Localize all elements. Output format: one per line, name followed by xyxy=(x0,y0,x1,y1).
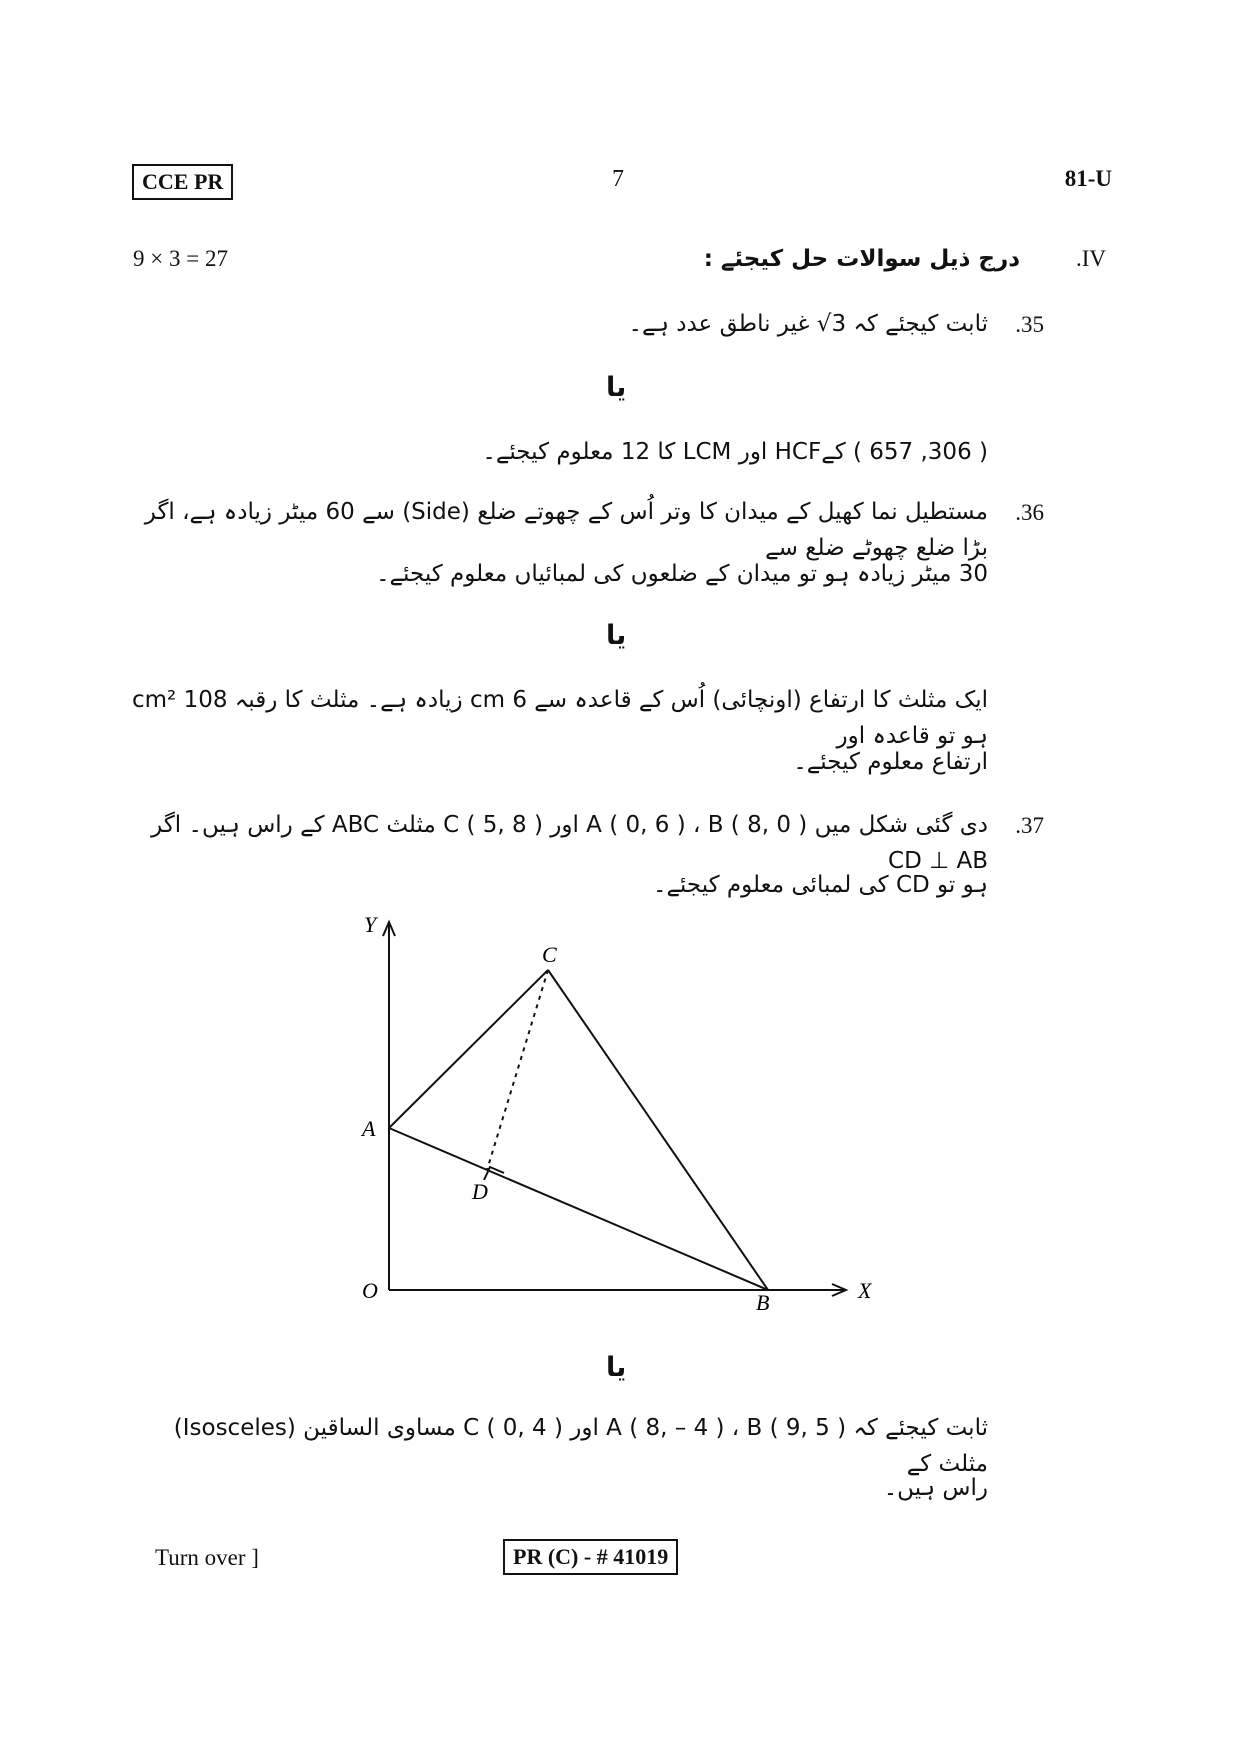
label-d: D xyxy=(472,1179,488,1204)
q35-number: .35 xyxy=(1015,312,1044,337)
section-marks: 9 × 3 = 27 xyxy=(133,246,228,271)
turn-over-note: Turn over ] xyxy=(155,1545,259,1570)
label-c: C xyxy=(542,942,557,967)
q35-or: یا xyxy=(606,372,627,403)
q37-line-1: دی گئی شکل میں A ( 0, 6 ) ، B ( 8, 0 ) اور C ( 5, 8 ) مثلث ABC کے راس ہیں۔ اگر CD ⊥ AB xyxy=(151,812,988,874)
q36-or: یا xyxy=(606,620,627,651)
paper-code: 81-U xyxy=(1064,166,1112,191)
q35-alt-text: ( 306, 657 ) کےHCF اور LCM کا 12 معلوم کیجئے۔ xyxy=(482,439,988,465)
q37-or: یا xyxy=(606,1352,627,1383)
footer-code-box: PR (C) - # 41019 xyxy=(503,1539,678,1575)
page-number: 7 xyxy=(612,166,624,192)
q37-number: .37 xyxy=(1015,813,1044,838)
section-title: درج ذیل سوالات حل کیجئے : xyxy=(703,246,1020,272)
q36-line-2: 30 میٹر زیادہ ہو تو میدان کے ضلعوں کی لمبائیاں معلوم کیجئے۔ xyxy=(376,561,988,587)
q36-line-1: مستطیل نما کھیل کے میدان کا وتر اُس کے چھوتے ضلع (Side) سے 60 میٹر زیادہ ہے، اگر بڑا ضلع چھوٹے ضلع سے xyxy=(144,499,988,561)
label-b: B xyxy=(756,1290,770,1310)
label-a: A xyxy=(362,1116,376,1141)
q37-line-2: ہو تو CD کی لمبائی معلوم کیجئے۔ xyxy=(652,872,988,898)
header-code-box: CCE PR xyxy=(132,164,233,200)
q36-number: .36 xyxy=(1015,500,1044,525)
q36-alt-line-2: ارتفاع معلوم کیجئے۔ xyxy=(793,749,988,775)
q37-alt-line-2: راس ہیں۔ xyxy=(883,1475,988,1501)
q35-text: ثابت کیجئے کہ 3√ غیر ناطق عدد ہے۔ xyxy=(628,311,988,337)
label-x: X xyxy=(858,1278,872,1303)
section-roman: .IV xyxy=(1075,246,1106,271)
q36-alt-line-1: ایک مثلث کا ارتفاع (اونچائی) اُس کے قاعدہ سے 6 cm زیادہ ہے۔ مثلث کا رقبہ 108 cm² ہو تو قاعدہ اور xyxy=(131,687,988,749)
label-o: O xyxy=(362,1278,378,1303)
q37-alt-line-1: ثابت کیجئے کہ A ( 8, – 4 ) ، B ( 9, 5 ) اور C ( 0, 4 ) مساوی الساقین (Isosceles) مثلث کے xyxy=(173,1415,988,1477)
label-y: Y xyxy=(364,912,377,937)
triangle-figure xyxy=(360,910,900,1310)
